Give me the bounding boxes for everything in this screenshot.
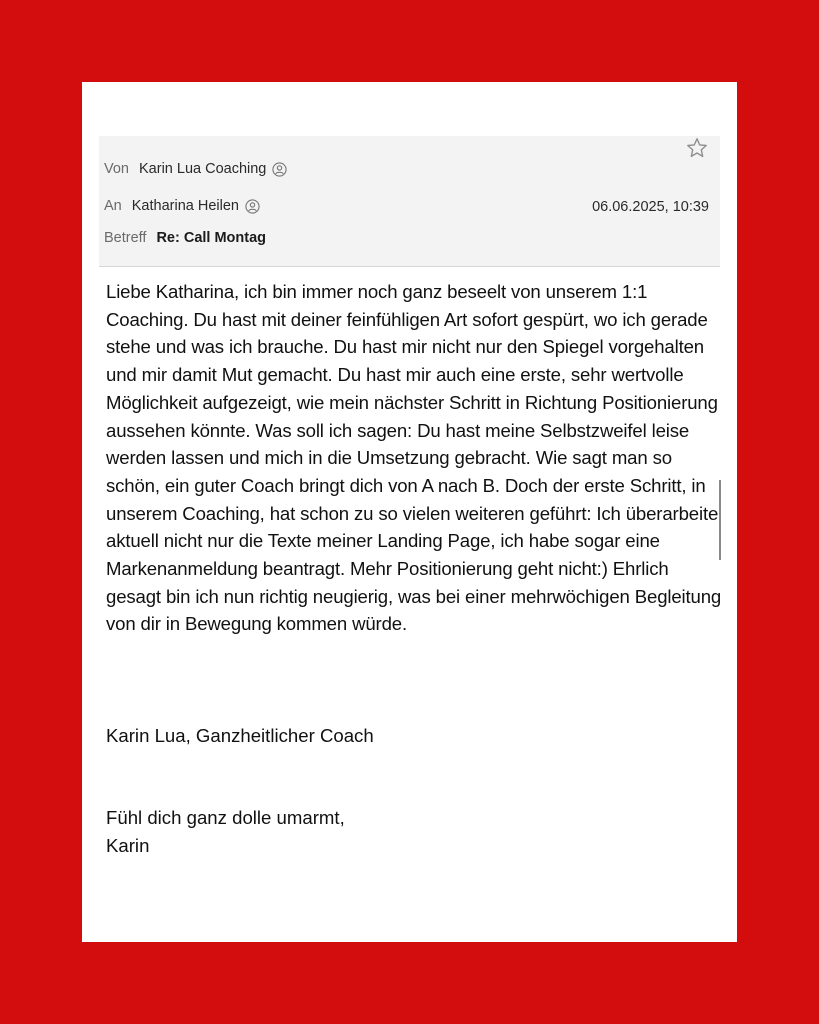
- person-icon[interactable]: [245, 199, 260, 214]
- from-name[interactable]: Karin Lua Coaching: [139, 161, 267, 177]
- to-label: An: [104, 198, 122, 214]
- star-icon[interactable]: [685, 136, 709, 160]
- subject-row: [104, 230, 266, 246]
- scrollbar[interactable]: [719, 480, 721, 560]
- subject-label: Betreff: [104, 230, 147, 246]
- email-card: [82, 82, 737, 942]
- closing-line: Fühl dich ganz dolle umarmt,: [106, 807, 345, 828]
- to-row: [104, 198, 260, 214]
- from-row: [104, 161, 287, 177]
- email-body-paragraph: Liebe Katharina, ich bin immer noch ganz beseelt von unserem 1:1 Coaching. Du hast mit deiner feinfühligen Art sofort gespürt, wo ich gerade stehe und was ich brauche. Du hast mir nicht nur den Spiegel vorgehalten und mir damit Mut gemacht. Du hast mir auch eine erste, sehr wertvolle Möglichkeit aufgezeigt, wie mein nächster Schritt in Richtung Positionierung aussehen könnte. Was soll ich sagen: Du hast meine Selbstzweifel leise werden lassen und mich in die Umsetzung gebracht. Wie sagt man so schön, ein guter Coach bringt dich von A nach B. Doch der erste Schritt, in unserem Coaching, hat schon zu so vielen weiteren geführt: Ich überarbeite aktuell nicht nur die Texte meiner Landing Page, ich habe sogar eine Markenanmeldung beantragt. Mehr Positionierung geht nicht:) Ehrlich gesagt bin ich nun richtig neugierig, was bei einer mehrwöchigen Begleitung von dir in Bewegung kommen würde.: [106, 281, 722, 635]
- to-name[interactable]: Katharina Heilen: [131, 198, 239, 214]
- email-closing: [106, 804, 345, 859]
- subject-text: Re: Call Montag: [156, 230, 267, 246]
- email-header: [99, 136, 720, 267]
- email-body: [106, 278, 724, 638]
- email-signature: Karin Lua, Ganzheitlicher Coach: [106, 725, 374, 746]
- from-label: Von: [104, 161, 129, 177]
- email-date: 06.06.2025, 10:39: [592, 199, 709, 215]
- person-icon[interactable]: [272, 162, 287, 177]
- closing-name: Karin: [106, 834, 150, 856]
